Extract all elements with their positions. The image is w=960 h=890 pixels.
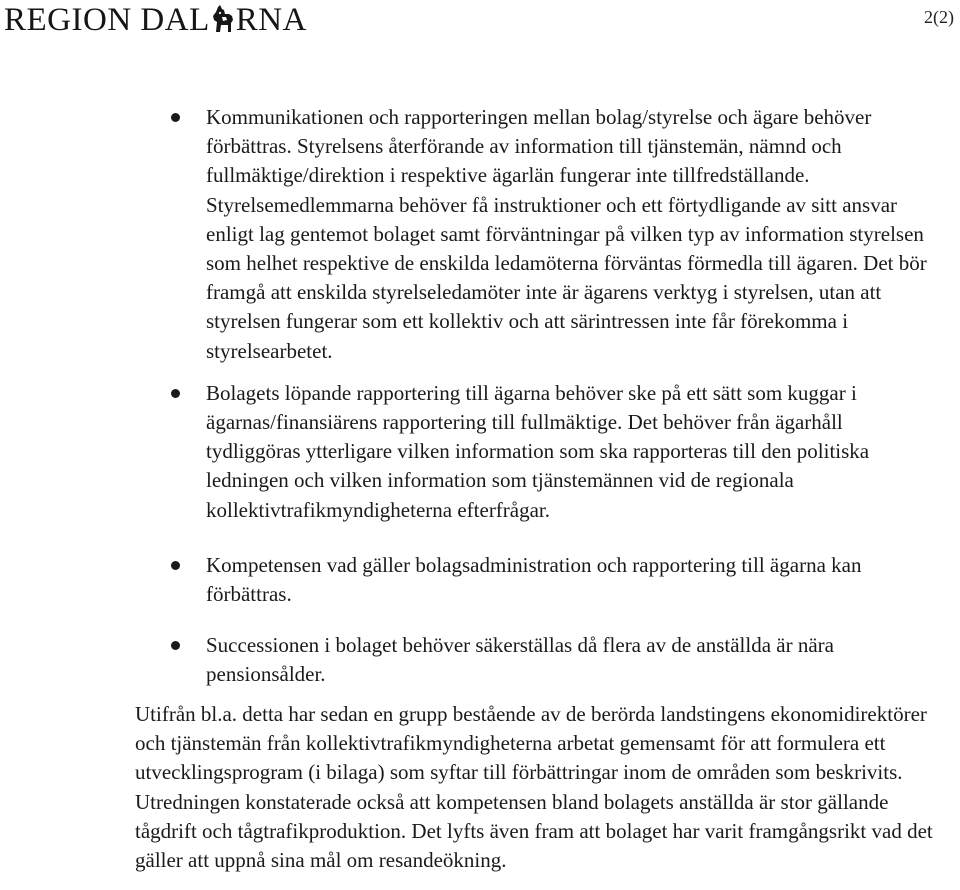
bullet-text: Successionen i bolaget behöver säkerställas då flera av de anställda är nära pensionsålder. <box>206 633 834 687</box>
bullet-dot <box>171 561 180 570</box>
bullet-text: Kompetensen vad gäller bolagsadministration och rapportering till ägarna kan förbättras. <box>206 552 862 607</box>
page-number: 2(2) <box>924 7 954 27</box>
list-item <box>0 379 960 525</box>
bullet-dot <box>171 641 180 650</box>
dala-horse-icon <box>211 4 235 34</box>
region-dalarna-logo <box>4 2 307 38</box>
list-item <box>0 551 960 609</box>
page-header <box>0 0 960 44</box>
list-item <box>0 631 960 689</box>
bullet-dot <box>171 113 180 122</box>
logo-text-part2: RNA <box>235 2 307 38</box>
bullet-list <box>0 103 960 690</box>
bullet-text: Bolagets löpande rapportering till ägarna behöver ske på ett sätt som kuggar i ägarnas/finansiärens rapportering till fullmäktige. Det behöver från ägarhåll tydliggöras ytterligare vilken information som ska rapporteras till den politiska ledningen och vilken information som tjänstemännen vid de regionala kollektivtrafikmyndigheterna efterfrågar. <box>206 380 870 522</box>
logo-text-part1: REGION DAL <box>4 2 210 38</box>
bullet-dot <box>171 389 180 398</box>
body-paragraph: Utifrån bl.a. detta har sedan en grupp bestående av de berörda landstingens ekonomidirektörer och tjänstemän från kollektivtrafikmyndigheterna arbetat gemensamt för att formulera ett utvecklingsprogram (i bilaga) som syftar till förbättringar inom de områden som beskrivits. Utredningen konstaterade också att kompetensen bland bolagets anställda är stor gällande tågdrift och tågtrafikproduktion. Det lyfts även fram att bolaget har varit framgångsrikt vad det gäller att uppnå sina mål om resandeökning. <box>135 702 933 873</box>
list-item <box>0 103 960 366</box>
bullet-text: Kommunikationen och rapporteringen mellan bolag/styrelse och ägare behöver förbättras. Styrelsens återförande av information till tjänstemän, nämnd och fullmäktige/direktion i respektive ägarlän fungerar inte tillfredställande. Styrelsemedlemmarna behöver få instruktioner och ett förtydligande av sitt ansvar enligt lag gentemot bolaget samt förväntningar på vilken typ av information styrelsen som helhet respektive de enskilda ledamöterna förväntas förmedla till ägaren. Det bör framgå att enskilda styrelseledamöter inte är ägarens verktyg i styrelsen, utan att styrelsen fungerar som ett kollektiv och att särintressen inte får förekomma i styrelsearbetet. <box>206 105 927 363</box>
